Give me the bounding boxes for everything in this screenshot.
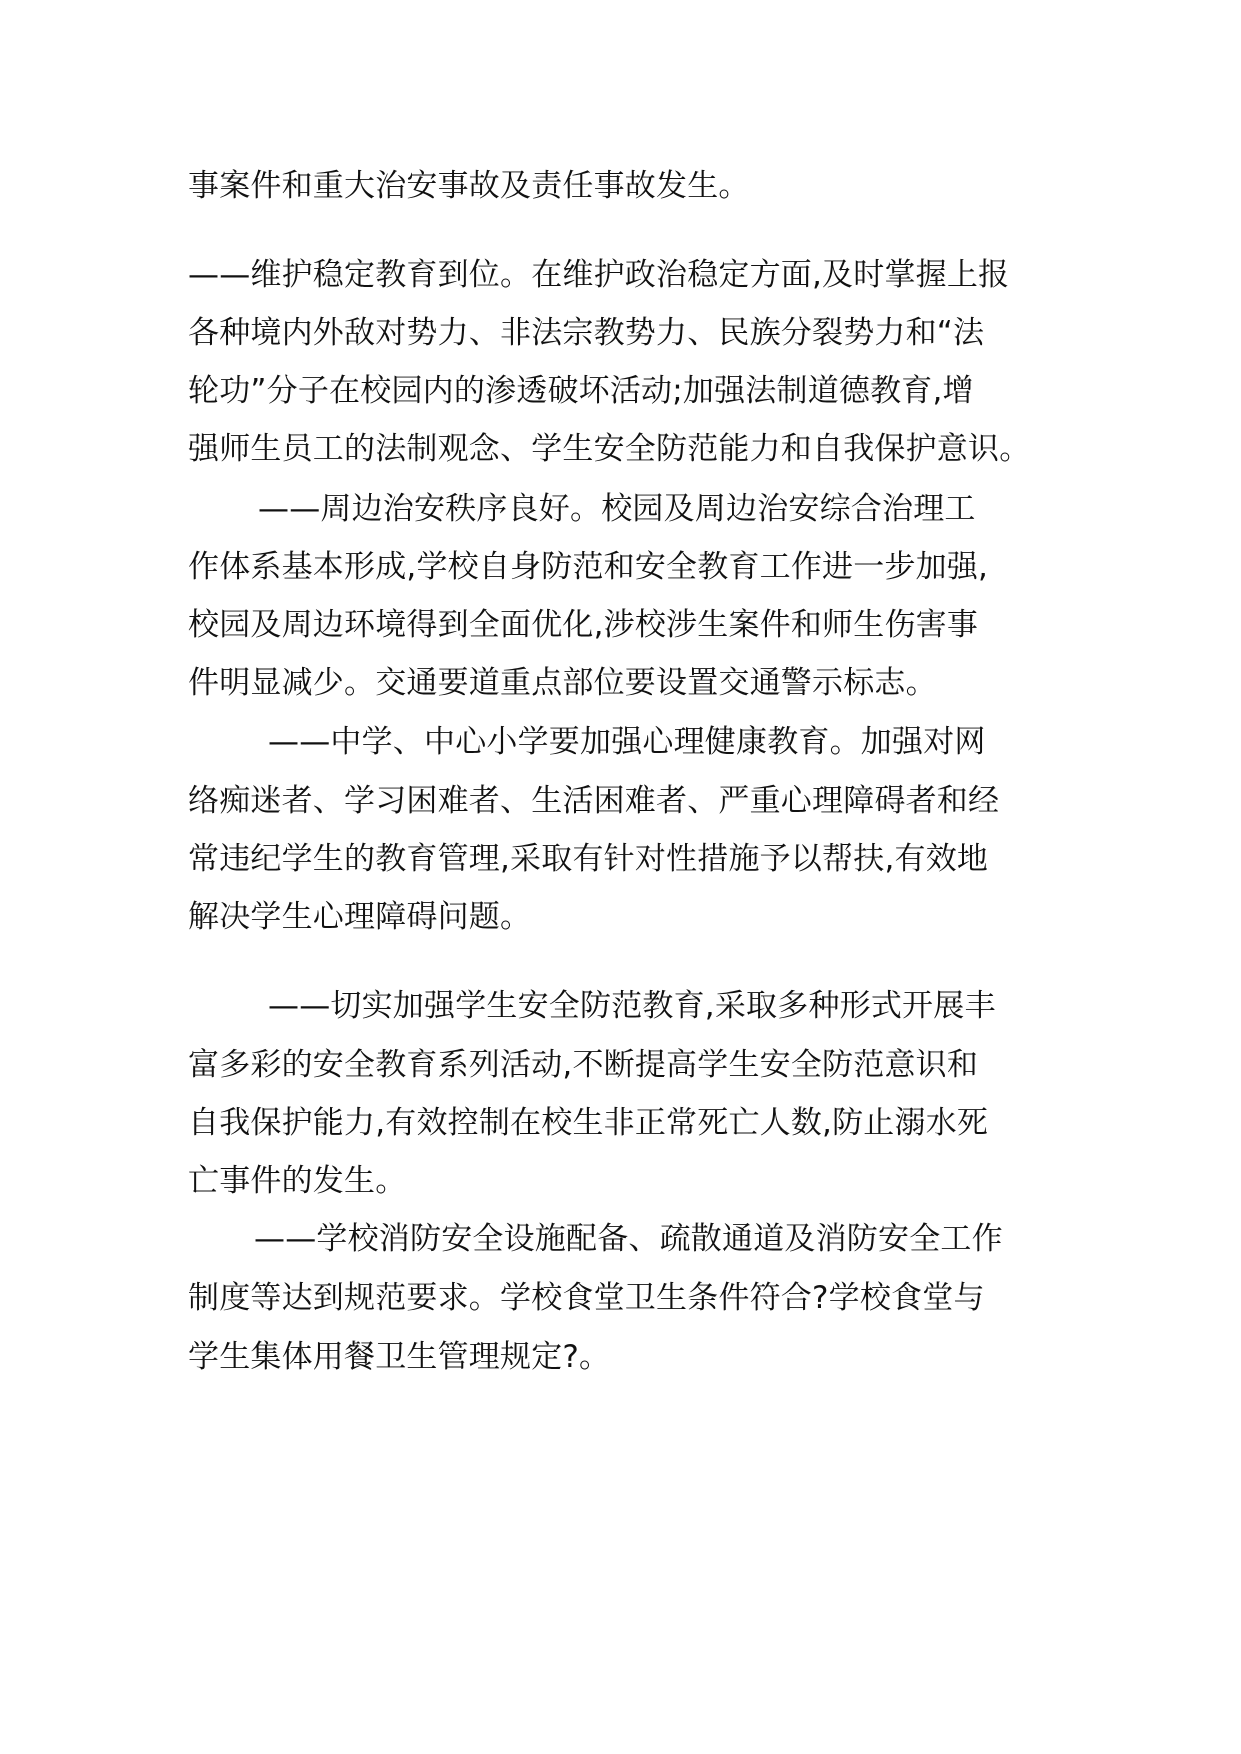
text-line: 常违纪学生的教育管理,采取有针对性措施予以帮扶,有效地 xyxy=(188,841,989,877)
text-line: 解决学生心理障碍问题。 xyxy=(188,899,532,935)
text-line: 各种境内外敌对势力、非法宗教势力、民族分裂势力和“法 xyxy=(188,315,985,351)
text-line: 富多彩的安全教育系列活动,不断提高学生安全防范意识和 xyxy=(188,1047,979,1083)
text-line: ——中学、中心小学要加强心理健康教育。加强对网 xyxy=(268,724,986,760)
text-line: 强师生员工的法制观念、学生安全防范能力和自我保护意识。 xyxy=(188,431,1031,467)
text-line: 学生集体用餐卫生管理规定?。 xyxy=(188,1339,611,1375)
text-line: 作体系基本形成,学校自身防范和安全教育工作进一步加强, xyxy=(188,549,989,585)
text-line: ——学校消防安全设施配备、疏散通道及消防安全工作 xyxy=(254,1221,1003,1257)
text-line: 自我保护能力,有效控制在校生非正常死亡人数,防止溺水死 xyxy=(188,1105,989,1141)
text-line: 络痴迷者、学习困难者、生活困难者、严重心理障碍者和经 xyxy=(188,783,1000,819)
text-line: 件明显减少。交通要道重点部位要设置交通警示标志。 xyxy=(188,665,937,701)
text-line: 事案件和重大治安事故及责任事故发生。 xyxy=(188,168,750,204)
text-line: 轮功”分子在校园内的渗透破坏活动;加强法制道德教育,增 xyxy=(188,373,974,409)
text-line: 校园及周边环境得到全面优化,涉校涉生案件和师生伤害事 xyxy=(188,607,979,643)
text-line: ——切实加强学生安全防范教育,采取多种形式开展丰 xyxy=(268,988,996,1024)
text-line: ——周边治安秩序良好。校园及周边治安综合治理工 xyxy=(258,491,976,527)
text-line: 亡事件的发生。 xyxy=(188,1163,407,1199)
text-line: 制度等达到规范要求。学校食堂卫生条件符合?学校食堂与 xyxy=(188,1280,985,1316)
text-line: ——维护稳定教育到位。在维护政治稳定方面,及时掌握上报 xyxy=(188,257,1010,293)
